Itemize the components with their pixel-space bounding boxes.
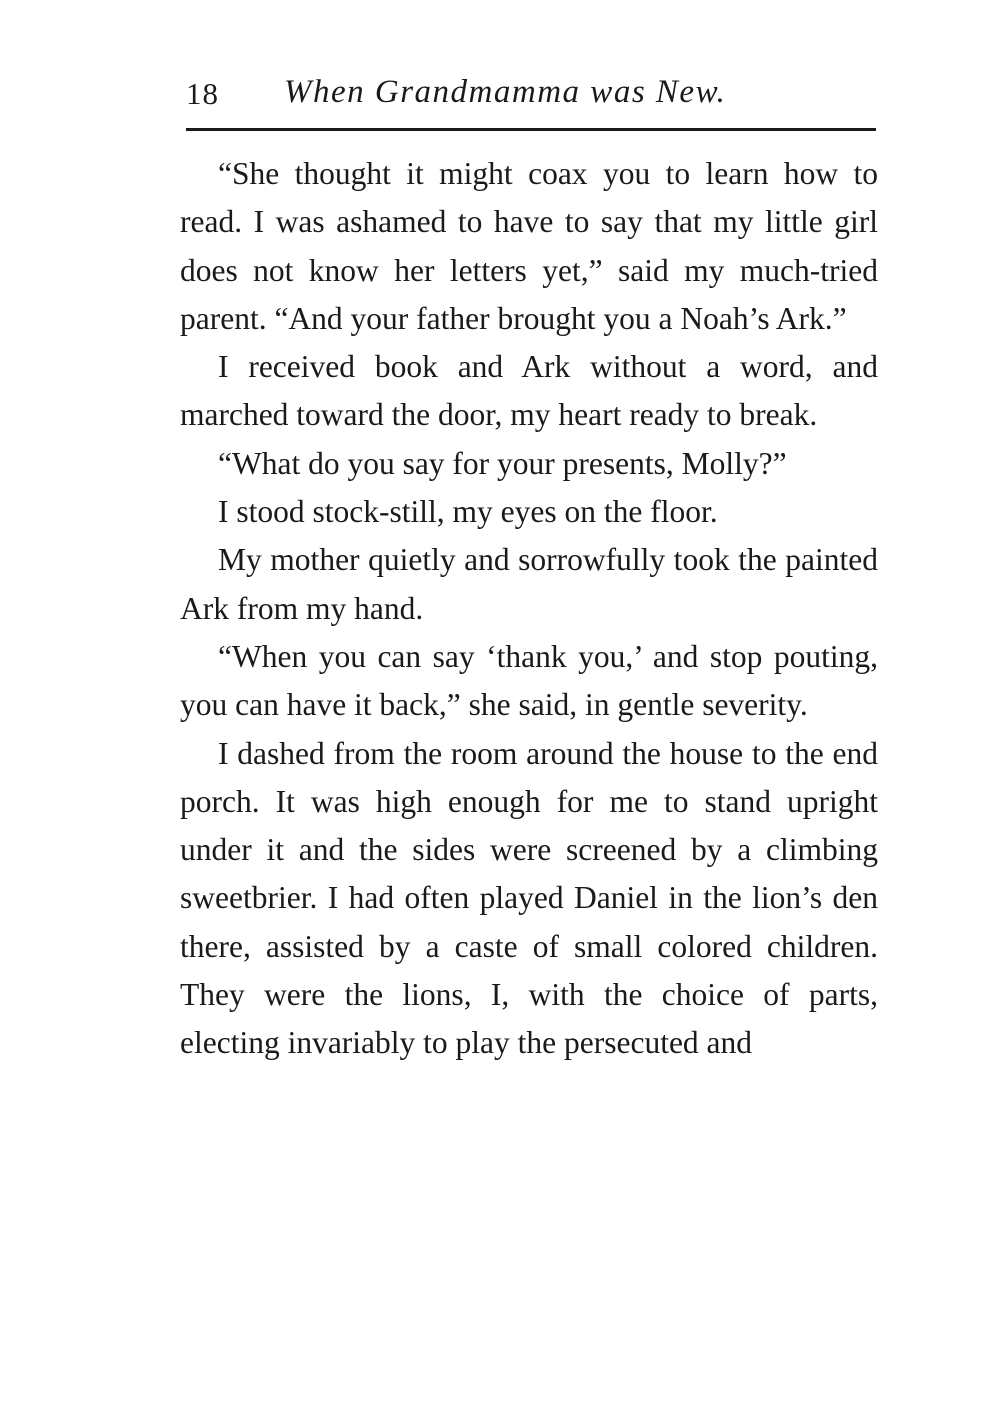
paragraph: My mother quietly and sorrowfully took the painted Ark from my hand.	[180, 542, 878, 626]
header-rule	[186, 128, 876, 131]
running-title: When Grandmamma was New.	[284, 74, 727, 110]
paragraph: “When you can say ‘thank you,’ and stop pouting, you can have it back,” she said, in gentle severity.	[180, 638, 878, 723]
paragraph: “What do you say for your presents, Molly?”	[218, 445, 787, 481]
running-header	[186, 72, 876, 116]
page-number: 18	[186, 76, 219, 111]
paragraph: I stood stock-still, my eyes on the floor.	[218, 494, 718, 530]
paragraph: I dashed from the room around the house to the end porch. It was high enough for me to stand upright under it and the sides were screened by a climbing sweetbrier. I had often played Daniel in the lion’s den there, assisted by a caste of small colored children. They were the lions, I, with the choice of parts, electing invariably to play the persecuted and	[180, 735, 878, 1061]
paragraph: I received book and Ark without a word, and marched toward the door, my heart ready to break.	[180, 349, 878, 433]
body-text	[180, 150, 878, 1068]
paragraph: “She thought it might coax you to learn how to read. I was ashamed to have to say that my little girl does not know her letters yet,” said my much-tried parent. “And your father brought you a Noah’s Ark.”	[180, 156, 878, 336]
